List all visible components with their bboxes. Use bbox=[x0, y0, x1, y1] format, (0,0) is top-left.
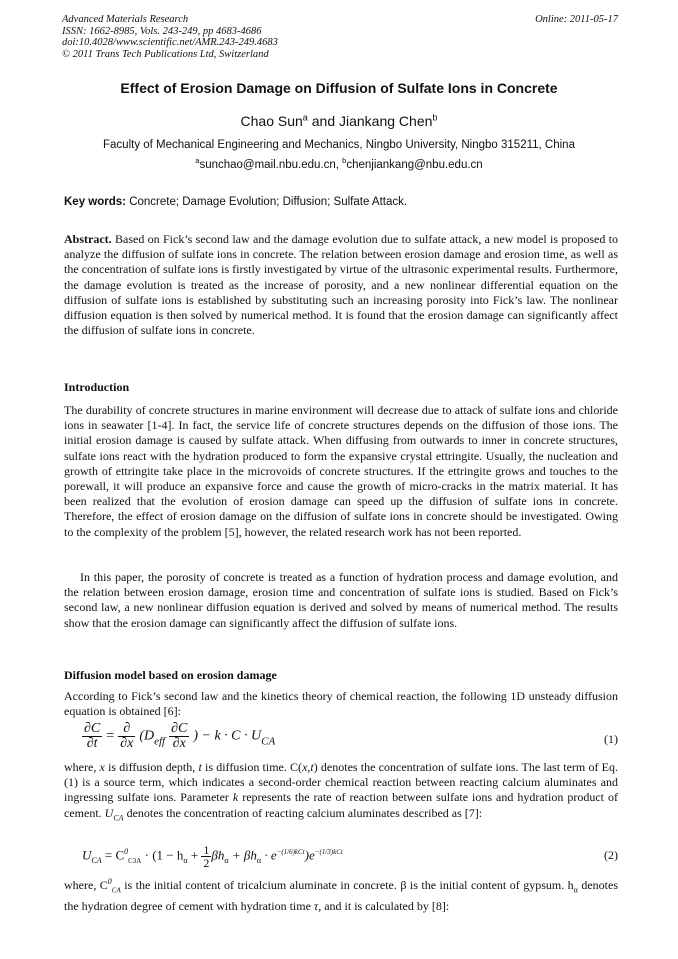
abstract-label: Abstract. bbox=[64, 232, 112, 246]
affiliation: Faculty of Mechanical Engineering and Mechanics, Ningbo University, Ningbo 315211, China bbox=[103, 139, 575, 151]
section-heading-diffusion-model: Diffusion model based on erosion damage bbox=[64, 668, 277, 682]
journal-header bbox=[62, 14, 618, 60]
section-heading-introduction: Introduction bbox=[64, 380, 130, 394]
doi-line: doi:10.4028/www.scientific.net/AMR.243-249.4683 bbox=[62, 37, 278, 48]
author-name: Jiankang Chen bbox=[339, 113, 433, 129]
author-name: Chao Sun bbox=[240, 113, 303, 129]
email-superscript: a bbox=[195, 156, 200, 166]
keywords bbox=[64, 196, 618, 208]
intro-paragraph-1: The durability of concrete structures in marine environment will decrease due to attack of sulfate ions and chloride ions in seawater [1-4]. In fact, the service life of concrete structures depends on the diffusion of those ions. The initial erosion damage is caused by sulfate attack. When diffusing from outwards to inner in concrete structures, sulfate ions react with the hydration produced to form the expansive crystal ettringite. Usually, the nucleation and growth of ettringite take place in the microvoids of concrete structures. If the ettringite grows and touches to the porewall, it will produce an expansive force and cause the growth of micro-cracks in the matrix material. It has been realized that the evolution of erosion damage can speed up the diffusion of sulfate ions in concrete. Therefore, the effect of erosion damage on the diffusion of sulfate ions in concrete should be investigated. Owing to the complexity of the problem [5], however, the related research work has not been reported. bbox=[64, 403, 618, 539]
model-paragraph-1: According to Fick’s second law and the kinetics theory of chemical reaction, the following 1D unsteady diffusion equation is obtained [6]: bbox=[64, 689, 618, 719]
paper-title: Effect of Erosion Damage on Diffusion of Sulfate Ions in Concrete bbox=[120, 80, 558, 96]
author-conjunction: and bbox=[307, 113, 339, 129]
intro-paragraph-2: In this paper, the porosity of concrete is treated as a function of hydration process and damage evolution, and the relation between erosion damage, erosion time and concentration of sulfate ions is studied. Based on Fick’s second law, a new nonlinear diffusion equation is derived and solved by means of numerical method. The results show that the erosion damage can significantly affect the diffusion of sulfate ions. bbox=[64, 570, 618, 630]
keywords-text: Concrete; Damage Evolution; Diffusion; Sulfate Attack. bbox=[126, 196, 408, 208]
email-line bbox=[40, 156, 638, 171]
keywords-label: Key words: bbox=[64, 196, 126, 208]
journal-name: Advanced Materials Research bbox=[62, 14, 189, 25]
author-line bbox=[40, 113, 638, 129]
equation-2: $U_{CA} = C^0_{C3A} \cdot (1 - h_\alpha$ + $\frac{1}{2}$ $\beta h_\alpha + \beta h_\alpha \cdot e^{-(1/6)kCt})e^{-(1/3)kCt}$ (2) bbox=[82, 843, 618, 870]
eq2-fraction: $\frac{1}{2}$ bbox=[203, 843, 210, 870]
equation-number: (2) bbox=[604, 848, 618, 862]
email-address: chenjiankang@nbu.edu.cn bbox=[346, 159, 483, 171]
eq1-fraction: $\frac{\partial C}{\partial x}$ bbox=[171, 721, 188, 751]
author-superscript: a bbox=[302, 112, 308, 123]
email-address: sunchao@mail.nbu.edu.cn, bbox=[199, 159, 343, 171]
model-paragraph-2: where, x is diffusion depth, t is diffusion time. C(x,t) denotes the concentration of sulfate ions. The last term of Eq. (1) is a source term, which indicates a second-order chemical reaction between reacting calcium aluminates and ingressing sulfate ions. Parameter k represents the rate of reaction between sulfate ions and hydration product of cement. $U_{CA}$ denotes the concentration of reacting calcium aluminates described as [7]: bbox=[64, 760, 618, 822]
abstract bbox=[64, 232, 618, 338]
eq1-fraction: $\frac{\partial C}{\partial t}$ bbox=[84, 721, 101, 751]
abstract-text: Based on Fick’s second law and the damage evolution due to sulfate attack, a new model is proposed to analyze the diffusion of sulfate ions in concrete. The relation between erosion damage and erosion time, as well as the concentration of sulfate ions is firstly investigated by virtue of the ultrasonic experimental results. Furthermore, the damage evolution is treated as the increase of porosity, and a new nonlinear differential equation on the diffusion of sulfate ions is established by substituting such an increasing porosity into Fick’s law. The nonlinear diffusion equation is then solved by numerical method. It is found that the erosion damage can significantly affect the diffusion of sulfate ions in concrete. bbox=[64, 232, 618, 338]
email-superscript: b bbox=[342, 156, 347, 166]
model-paragraph-3: where, $C^0_{CA}$ is the initial content of tricalcium aluminate in concrete. β is the initial content of gypsum. $h_\alpha$ denotes the hydration degree of cement with hydration time τ, and it is calculated by [8]: bbox=[64, 877, 618, 913]
online-date: Online: 2011-05-17 bbox=[535, 14, 618, 25]
equation-1: $\frac{\partial C}{\partial t}$ = $\frac{\partial}{\partial x}$ ($D_{eff}$ $\frac{\partial C}{\partial x}$ ) − $k \cdot C \cdot U_{CA}$ (1) bbox=[84, 721, 618, 751]
author-superscript: b bbox=[432, 112, 438, 123]
issn-line: ISSN: 1662-8985, Vols. 243-249, pp 4683-4686 bbox=[62, 25, 262, 37]
eq1-fraction: $\frac{\partial}{\partial x}$ bbox=[120, 721, 134, 751]
copyright-line: © 2011 Trans Tech Publications Ltd, Switzerland bbox=[62, 48, 269, 60]
equation-number: (1) bbox=[604, 732, 618, 746]
